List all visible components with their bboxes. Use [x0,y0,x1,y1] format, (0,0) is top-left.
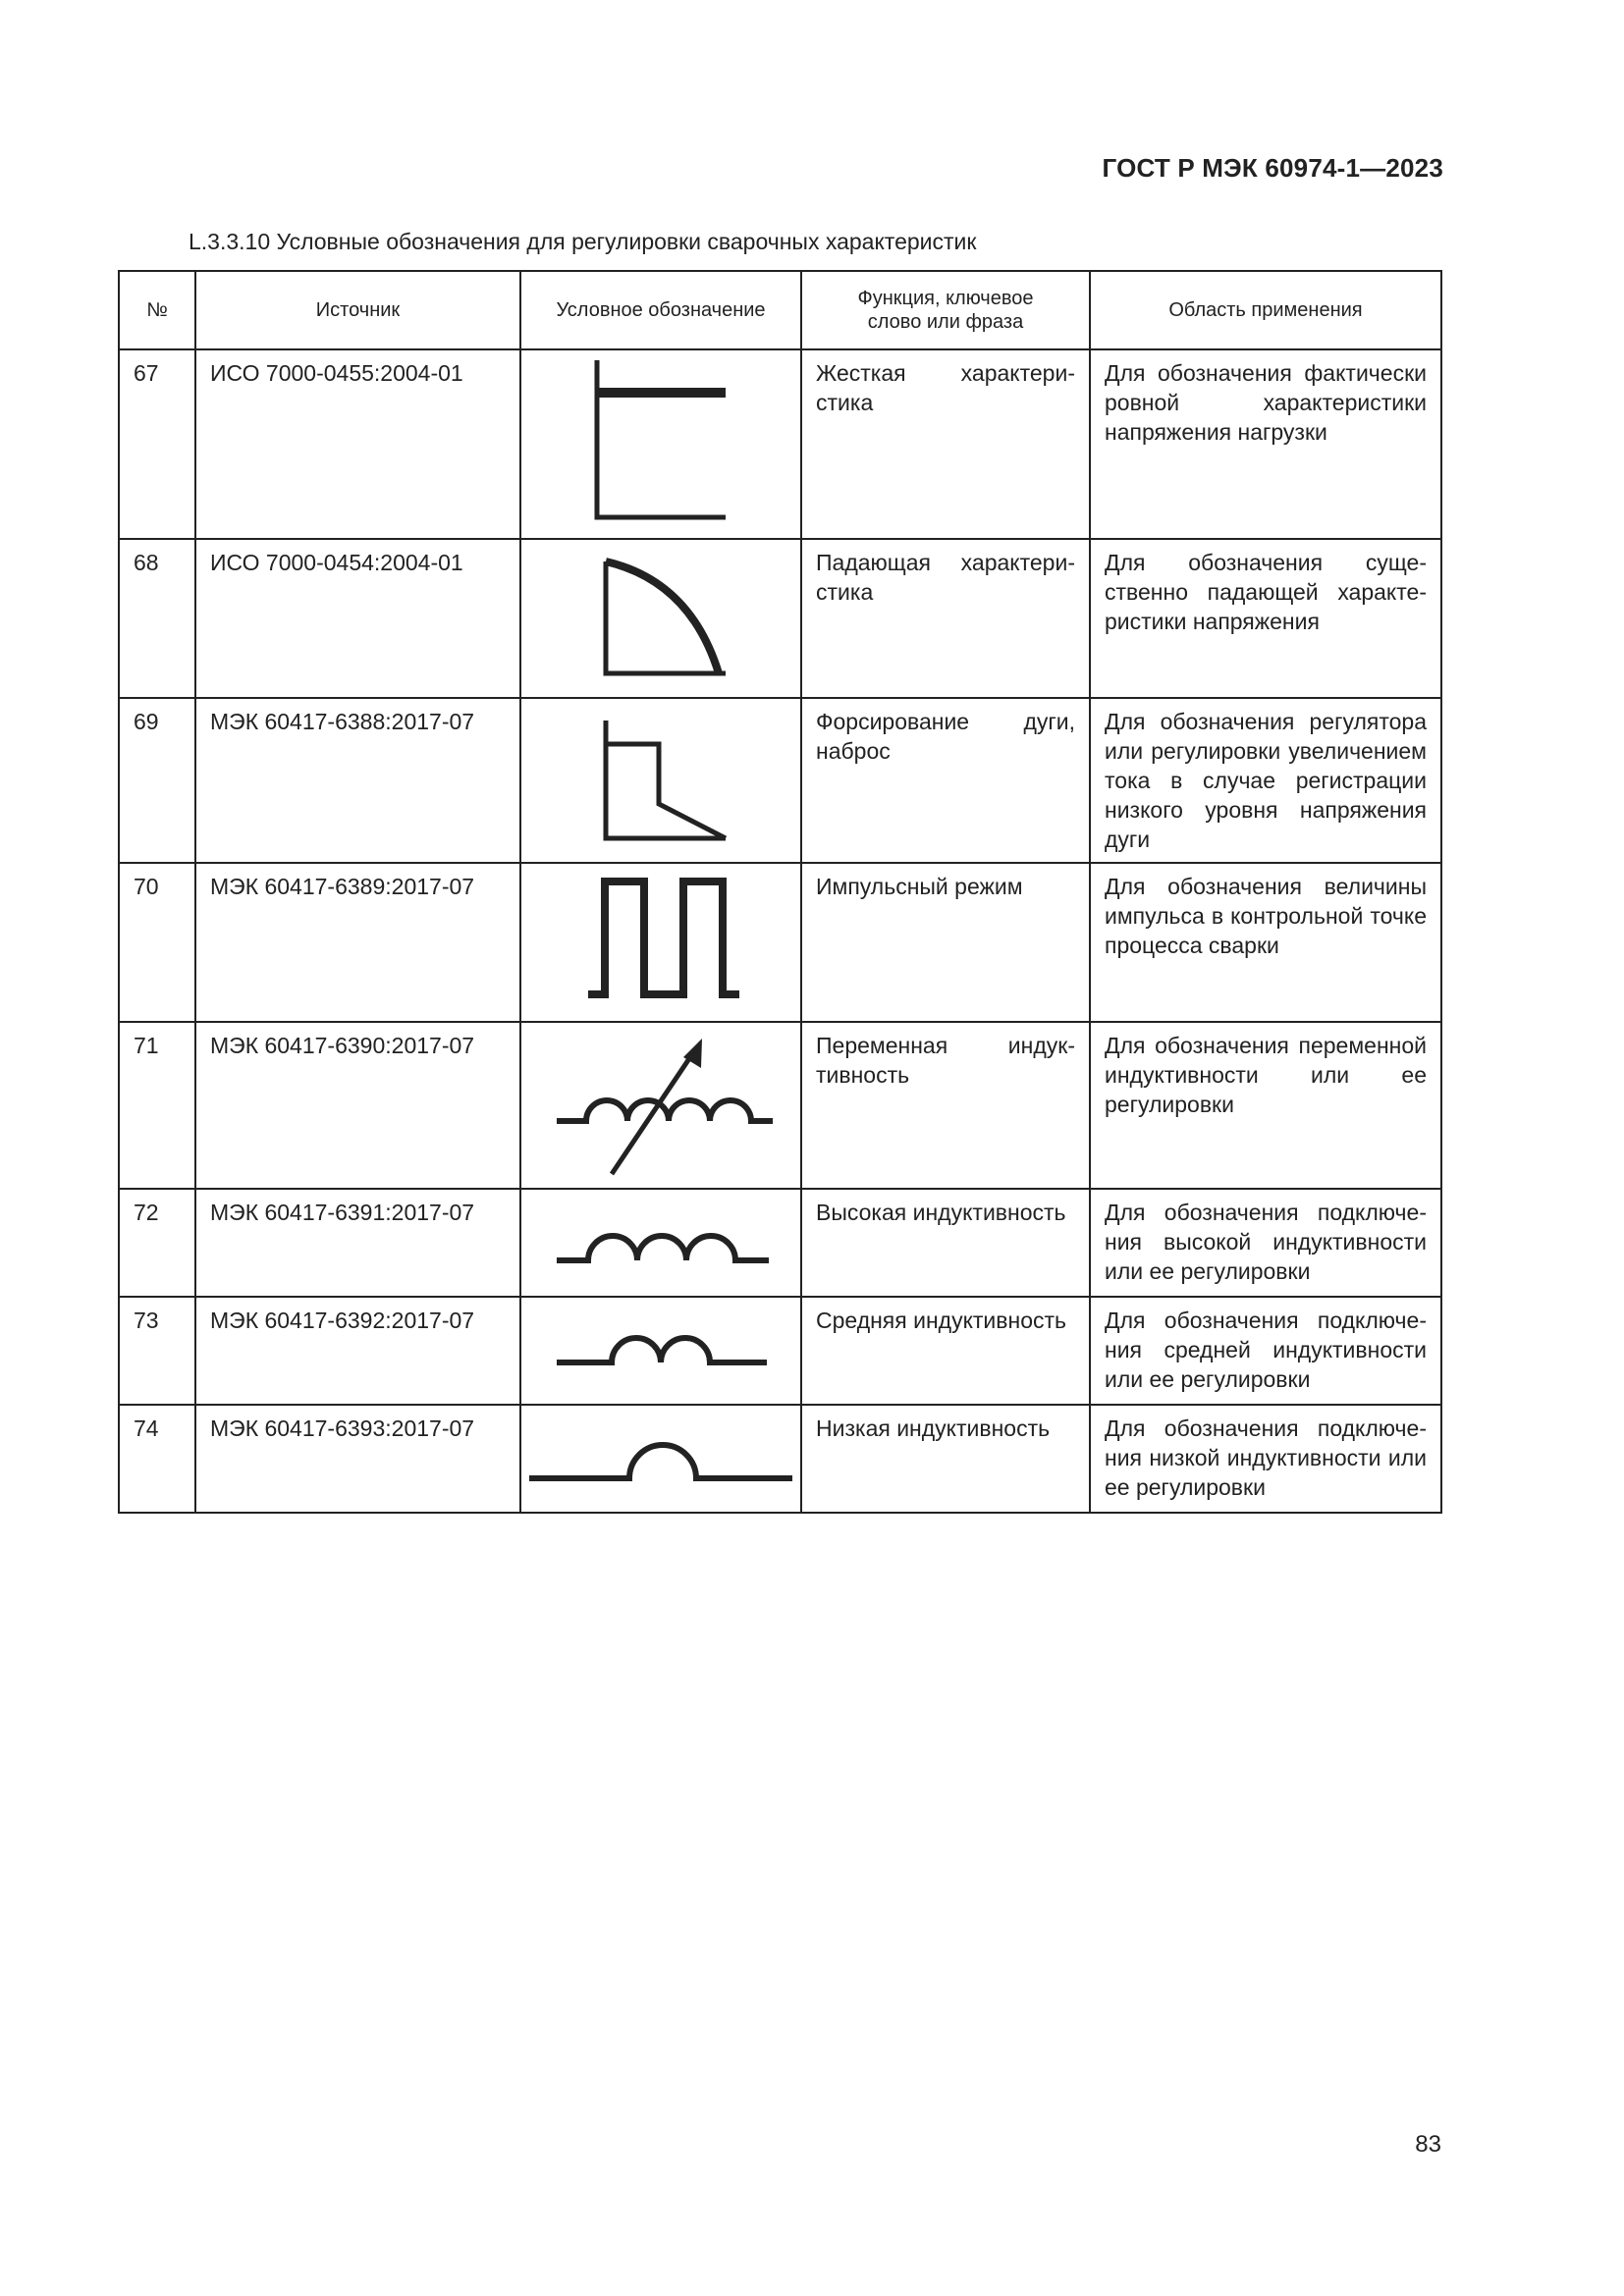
variable-inductance-icon [521,1023,800,1186]
table-row [119,1189,1441,1297]
header-source: Источник [195,271,520,349]
row-symbol [520,539,801,698]
table-caption: L.3.3.10 Условные обозначения для регулировки сварочных характеристик [189,229,977,254]
row-function: Импульсный режим [801,863,1090,1022]
row-area: Для обозначения подключения высокой индуктивности или ее регулировки [1090,1189,1441,1297]
row-symbol [520,349,801,539]
header-symbol: Условное обозначение [520,271,801,349]
row-area: Для обозначения существенно падающей характеристики напряжения [1090,539,1441,698]
page-number: 83 [1415,2131,1441,2158]
table-row [119,863,1441,1022]
row-function: Переменная индуктивность [801,1022,1090,1189]
row-area: Для обозначения регулятора или регулировки увеличением тока в случае регистрации низкого уровня напряжения дуги [1090,698,1441,863]
table-header-row [119,271,1441,349]
row-function: Низкая индуктивность [801,1405,1090,1513]
row-source: МЭК 60417-6392:2017-07 [195,1297,520,1405]
table-row [119,1405,1441,1513]
row-num: 70 [119,863,195,1022]
row-num: 73 [119,1297,195,1405]
row-num: 69 [119,698,195,863]
symbols-table [118,270,1442,1514]
high-inductance-icon [521,1190,800,1294]
row-symbol [520,1022,801,1189]
arc-force-icon [521,699,800,860]
row-source: МЭК 60417-6390:2017-07 [195,1022,520,1189]
header-function-line2: слово или фраза [867,311,1024,333]
drooping-characteristic-icon [521,540,800,695]
table-row [119,349,1441,539]
medium-inductance-icon [521,1298,800,1402]
flat-characteristic-icon [521,350,800,536]
row-symbol [520,1405,801,1513]
table-row [119,1297,1441,1405]
table-row [119,698,1441,863]
row-function: Жесткая характеристика [801,349,1090,539]
row-num: 68 [119,539,195,698]
row-source: МЭК 60417-6393:2017-07 [195,1405,520,1513]
row-source: МЭК 60417-6388:2017-07 [195,698,520,863]
row-source: МЭК 60417-6391:2017-07 [195,1189,520,1297]
row-function: Высокая индуктивность [801,1189,1090,1297]
row-function: Форсирование дуги, наброс [801,698,1090,863]
row-area: Для обозначения подключения низкой индуктивности или ее регулировки [1090,1405,1441,1513]
row-num: 67 [119,349,195,539]
header-num: № [119,271,195,349]
row-symbol [520,1189,801,1297]
row-num: 74 [119,1405,195,1513]
row-function: Падающая характеристика [801,539,1090,698]
row-source: ИСО 7000-0454:2004-01 [195,539,520,698]
pulse-mode-icon [521,864,800,1019]
header-area: Область применения [1090,271,1441,349]
row-num: 72 [119,1189,195,1297]
row-symbol [520,863,801,1022]
row-symbol [520,1297,801,1405]
header-function [801,271,1090,349]
row-area: Для обозначения фактически ровной характеристики напряжения нагрузки [1090,349,1441,539]
row-source: ИСО 7000-0455:2004-01 [195,349,520,539]
row-symbol [520,698,801,863]
row-area: Для обозначения переменной индуктивности или ее регулировки [1090,1022,1441,1189]
row-area: Для обозначения величины импульса в контрольной точке процесса сварки [1090,863,1441,1022]
row-num: 71 [119,1022,195,1189]
header-function-line1: Функция, ключевое [857,288,1034,309]
document-header: ГОСТ Р МЭК 60974-1—2023 [1102,153,1443,183]
low-inductance-icon [521,1406,800,1510]
table-row [119,539,1441,698]
table-row [119,1022,1441,1189]
row-area: Для обозначения подключения средней индуктивности или ее регулировки [1090,1297,1441,1405]
row-source: МЭК 60417-6389:2017-07 [195,863,520,1022]
row-function: Средняя индуктивность [801,1297,1090,1405]
